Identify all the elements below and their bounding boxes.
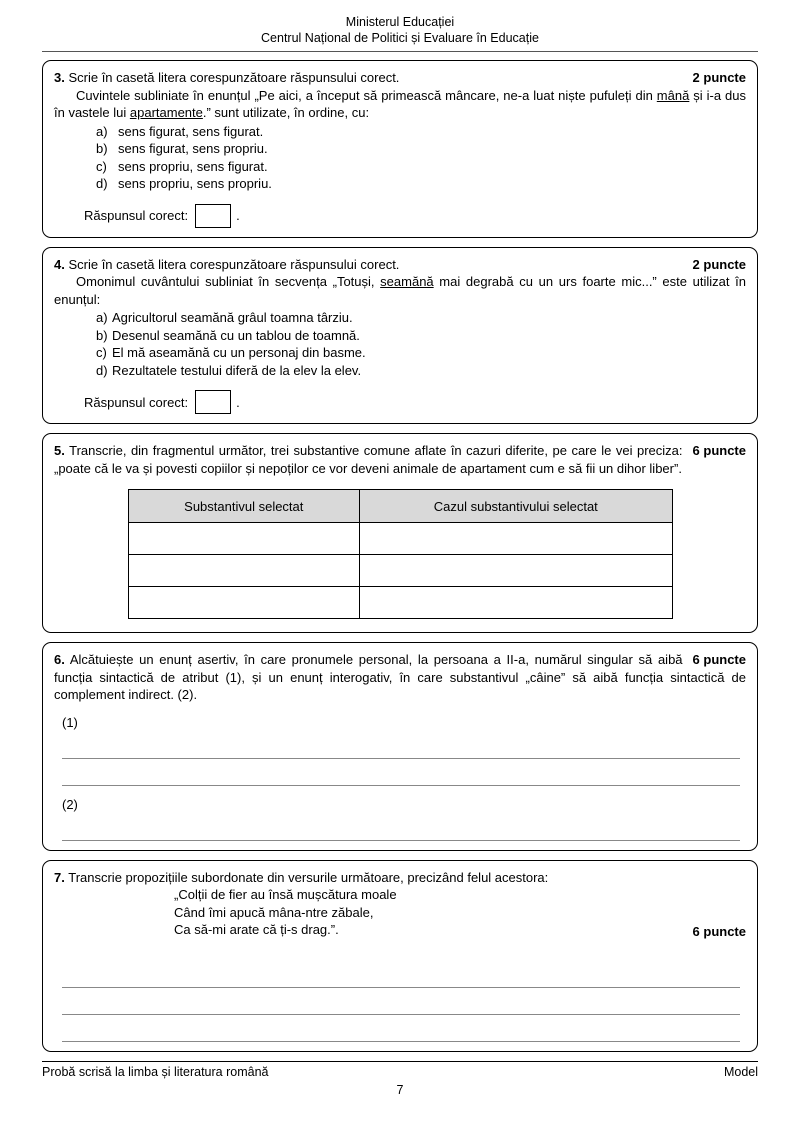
question-3-answer-box[interactable] xyxy=(195,204,231,228)
question-4-underlined-word: seamănă xyxy=(380,274,434,289)
question-5-text-row xyxy=(54,442,746,477)
question-4-choice-a[interactable] xyxy=(54,309,746,327)
choice-marker: d) xyxy=(96,362,108,378)
choice-text: sens propriu, sens propriu. xyxy=(118,176,272,191)
question-box-3 xyxy=(42,60,758,238)
question-4-instruction: Scrie în casetă litera corespunzătoare răspunsului corect. xyxy=(68,256,400,272)
question-4-stem-part1: Omonimul cuvântului subliniat în secvența „Totuși, xyxy=(76,274,381,289)
header-center: Centrul Național de Politici și Evaluare în Educație xyxy=(261,31,539,45)
question-4-number: 4. xyxy=(54,256,65,272)
choice-text: sens figurat, sens figurat. xyxy=(118,123,264,139)
question-3-choice-a[interactable] xyxy=(54,123,746,141)
choice-marker: c) xyxy=(96,158,107,174)
question-6-points: 6 puncte xyxy=(692,652,746,667)
header-divider xyxy=(42,51,758,52)
table-column-header-noun: Substantivul selectat xyxy=(128,490,360,523)
question-3-answer-period: . xyxy=(236,208,240,223)
choice-marker: c) xyxy=(96,345,107,360)
choice-marker: b) xyxy=(96,327,108,343)
question-box-6 xyxy=(42,642,758,851)
question-4-stem-part2: mai degrabă cu un urs foarte mic...” este utilizat în enunțul: xyxy=(54,274,746,307)
question-6-answer1-label: (1) xyxy=(62,714,78,730)
question-3-answer-label: Răspunsul corect: xyxy=(84,208,189,223)
question-4-instruction-row xyxy=(54,256,746,274)
table-cell-case[interactable] xyxy=(360,523,672,555)
question-6-text-row xyxy=(54,651,746,704)
question-7-number: 7. xyxy=(54,869,65,885)
choice-marker: d) xyxy=(96,176,108,191)
verse-line-1: „Colții de fier au însă mușcătura moale xyxy=(174,887,397,902)
question-7-verses-wrapper xyxy=(54,886,746,939)
table-cell-noun[interactable] xyxy=(128,555,360,587)
table-row xyxy=(128,587,672,619)
table-cell-noun[interactable] xyxy=(128,523,360,555)
question-3-stem-part1: Cuvintele subliniate în enunțul „Pe aici, a început să primească mâncare, ne-a luat niște pufuleți din xyxy=(76,87,657,103)
question-3-points: 2 puncte xyxy=(692,70,746,85)
question-box-7 xyxy=(42,860,758,1052)
question-5-points: 6 puncte xyxy=(692,443,746,458)
choice-text: El mă aseamănă cu un personaj din basme. xyxy=(112,345,366,360)
footer-subject: Probă scrisă la limba și literatura română xyxy=(42,1064,269,1079)
table-body xyxy=(128,523,672,619)
question-7-verses xyxy=(174,886,746,939)
verse-line-2: Când îmi apucă mâna-ntre zăbale, xyxy=(174,904,374,920)
question-3-number: 3. xyxy=(54,70,65,85)
choice-text: sens figurat, sens propriu. xyxy=(118,141,268,156)
question-7-answer-line-1[interactable] xyxy=(62,961,740,988)
question-4-choices xyxy=(54,309,746,379)
choice-marker: b) xyxy=(96,141,108,156)
verse-line-3: Ca să-mi arate că ți-s drag.”. xyxy=(174,922,339,937)
header-ministry: Ministerul Educației xyxy=(345,15,455,29)
question-3-answer-row xyxy=(84,204,746,228)
table-head xyxy=(128,490,672,523)
question-7-answer-line-2[interactable] xyxy=(62,988,740,1015)
question-4-stem xyxy=(54,273,746,308)
question-3-underlined-word-2: apartamente xyxy=(129,105,203,120)
choice-text: Agricultorul seamănă grâul toamna târziu. xyxy=(112,310,353,325)
question-7-spacer xyxy=(54,939,746,961)
choice-marker: a) xyxy=(96,123,108,139)
question-7-text-row xyxy=(54,869,746,887)
question-4-choice-c[interactable] xyxy=(54,344,746,362)
table-header-row xyxy=(128,490,672,523)
table-row xyxy=(128,523,672,555)
question-6-answer2-line-1[interactable] xyxy=(62,814,740,841)
question-4-answer-row xyxy=(84,390,746,414)
question-6-text: Alcătuiește un enunț asertiv, în care pronumele personal, la persoana a II-a, numărul singular să aibă funcția sintactică de atribut (1), și un enunț interogativ, în care substantivul „câine” să aibă funcția sintactică de complement indirect. (2). xyxy=(54,652,746,702)
question-5-text: Transcrie, din fragmentul următor, trei substantive comune aflate în cazuri diferite, pe care le vei preciza: „poate că le va și povesti copiilor și nepoților ce vor deveni animale de apartament cum e să fii un dihor liber”. xyxy=(54,443,683,476)
question-4-choice-b[interactable] xyxy=(54,327,746,345)
question-6-answer1-line-1[interactable] xyxy=(62,732,740,759)
question-6-answer2-label: (2) xyxy=(62,796,78,812)
question-box-4 xyxy=(42,247,758,425)
question-4-points: 2 puncte xyxy=(692,256,746,272)
table-column-header-case: Cazul substantivului selectat xyxy=(360,490,672,523)
question-4-answer-box[interactable] xyxy=(195,390,231,414)
question-7-text: Transcrie propozițiile subordonate din versurile următoare, precizând felul acestora: xyxy=(68,869,549,885)
question-7-points: 6 puncte xyxy=(692,923,746,939)
document-header xyxy=(42,10,758,46)
question-6-answer1-line-2[interactable] xyxy=(62,759,740,786)
choice-text: sens propriu, sens figurat. xyxy=(118,158,268,174)
question-3-underlined-word-1: mână xyxy=(656,87,690,103)
table-row xyxy=(128,555,672,587)
page-number: 7 xyxy=(396,1082,404,1097)
table-cell-noun[interactable] xyxy=(128,587,360,619)
question-5-number: 5. xyxy=(54,443,65,458)
question-box-5 xyxy=(42,433,758,633)
question-3-stem-part2: și i-a dus în vastele lui xyxy=(54,87,747,120)
question-3-instruction: Scrie în casetă litera corespunzătoare răspunsului corect. xyxy=(68,70,400,85)
choice-text: Rezultatele testului diferă de la elev la elev. xyxy=(112,362,362,378)
question-3-choice-c[interactable] xyxy=(54,158,746,176)
choice-marker: a) xyxy=(96,310,108,325)
question-3-stem-part3: .” sunt utilizate, în ordine, cu: xyxy=(202,105,370,120)
question-4-answer-label: Răspunsul corect: xyxy=(84,394,189,410)
table-cell-case[interactable] xyxy=(360,587,672,619)
document-footer xyxy=(42,1065,758,1079)
question-3-instruction-row xyxy=(54,69,746,87)
question-3-choices xyxy=(54,123,746,193)
footer-variant: Model xyxy=(723,1064,758,1079)
question-3-choice-d[interactable] xyxy=(54,175,746,193)
choice-text: Desenul seamănă cu un tablou de toamnă. xyxy=(112,327,360,343)
question-5-table xyxy=(128,489,673,619)
table-cell-case[interactable] xyxy=(360,555,672,587)
question-3-stem xyxy=(54,87,746,122)
question-4-answer-period: . xyxy=(236,394,240,410)
question-6-number: 6. xyxy=(54,652,65,667)
question-3-choice-b[interactable] xyxy=(54,140,746,158)
footer-divider xyxy=(42,1061,758,1062)
question-4-choice-d[interactable] xyxy=(54,362,746,380)
question-7-answer-line-3[interactable] xyxy=(62,1015,740,1042)
